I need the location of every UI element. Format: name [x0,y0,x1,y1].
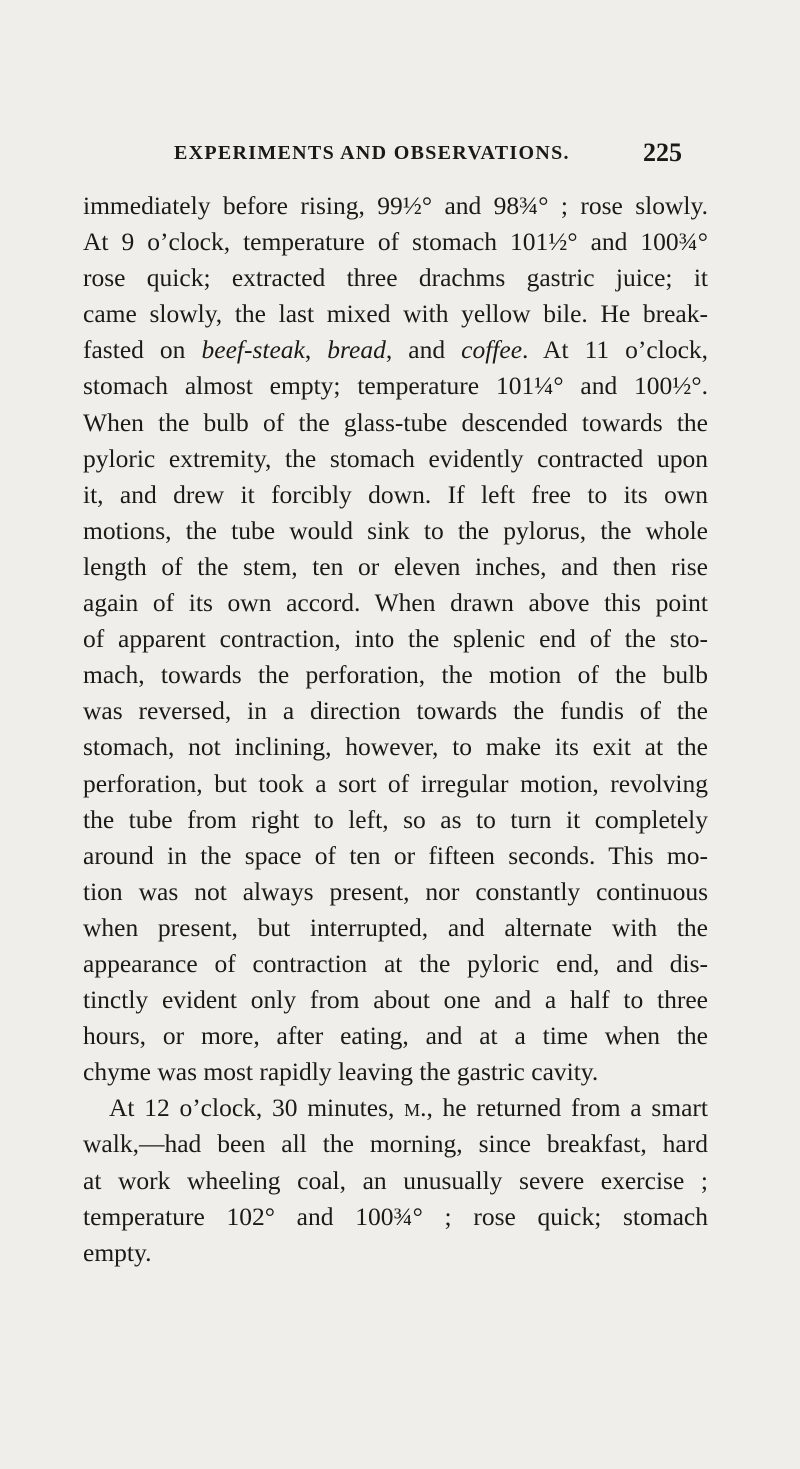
text-line: empty. [83,1237,152,1267]
text-line: around in the space of ten or fifteen seconds. This mo- [83,840,708,870]
italic-term: beef-steak [201,335,305,365]
text-line: the tube from right to left, so as to turn it completely [83,804,708,834]
text-line [83,332,708,368]
text-run: fasted on [83,335,186,365]
text-run: , he returned from a smart [426,1093,708,1123]
text-line: When the bulb of the glass-tube descended towards the [83,407,708,437]
running-head: EXPERIMENTS AND OBSERVATIONS. [174,142,570,164]
text-line: was reversed, in a direction towards the fundis of the [83,696,708,726]
text-line: perforation, but took a sort of irregular motion, revolving [83,768,708,798]
text-line: at work wheeling coal, an unusually severe exercise ; [83,1165,708,1195]
text-line: mach, towards the perforation, the motion of the bulb [83,660,708,690]
text-line: immediately before rising, 99½° and 98¾° ; rose slowly. [83,191,708,220]
text-line: stomach almost empty; temperature 101¼° and 100½°. [83,371,708,401]
small-caps-term: m. [404,1093,427,1123]
page-number: 225 [643,138,682,167]
paragraph [83,1090,708,1270]
text-line: At 9 o’clock, temperature of stomach 101½° and 100¾° [83,227,708,257]
text-line: stomach, not inclining, however, to make its exit at the [83,732,708,762]
text-line: of apparent contraction, into the splenic end of the sto- [83,624,708,654]
italic-term: coffee [461,335,523,365]
text-run: . At 11 o’clock, [522,335,709,365]
text-line: when present, but interrupted, and alternate with the [83,912,708,942]
text-line: length of the stem, ten or eleven inches, and then rise [83,551,708,581]
body-text [83,188,708,1271]
text-line: rose quick; extracted three drachms gastric juice; it [83,263,708,293]
text-line: walk,—had been all the morning, since breakfast, hard [83,1129,708,1159]
text-line: tinctly evident only from about one and a half to three [83,985,708,1015]
text-line [83,1090,708,1126]
text-line: tion was not always present, nor constantly continuous [83,876,708,906]
text-line: temperature 102° and 100¾° ; rose quick; stomach [83,1201,708,1231]
text-line: motions, the tube would sink to the pylorus, the whole [83,515,708,545]
text-line: again of its own accord. When drawn above this point [83,588,708,618]
text-run: At 12 o’clock, 30 minutes, [109,1093,405,1123]
paragraph [83,188,708,1090]
page-header [174,138,682,176]
text-run: , and [385,335,462,365]
text-line: it, and drew it forcibly down. If left free to its own [83,479,708,509]
text-line: came slowly, the last mixed with yellow bile. He break- [83,299,708,329]
text-run: , [304,335,328,365]
text-line: pyloric extremity, the stomach evidently contracted upon [83,443,708,473]
text-line: hours, or more, after eating, and at a time when the [83,1021,708,1051]
italic-term: bread [327,335,386,365]
text-line: appearance of contraction at the pyloric end, and dis- [83,948,708,978]
text-line: chyme was most rapidly leaving the gastric cavity. [83,1057,599,1087]
